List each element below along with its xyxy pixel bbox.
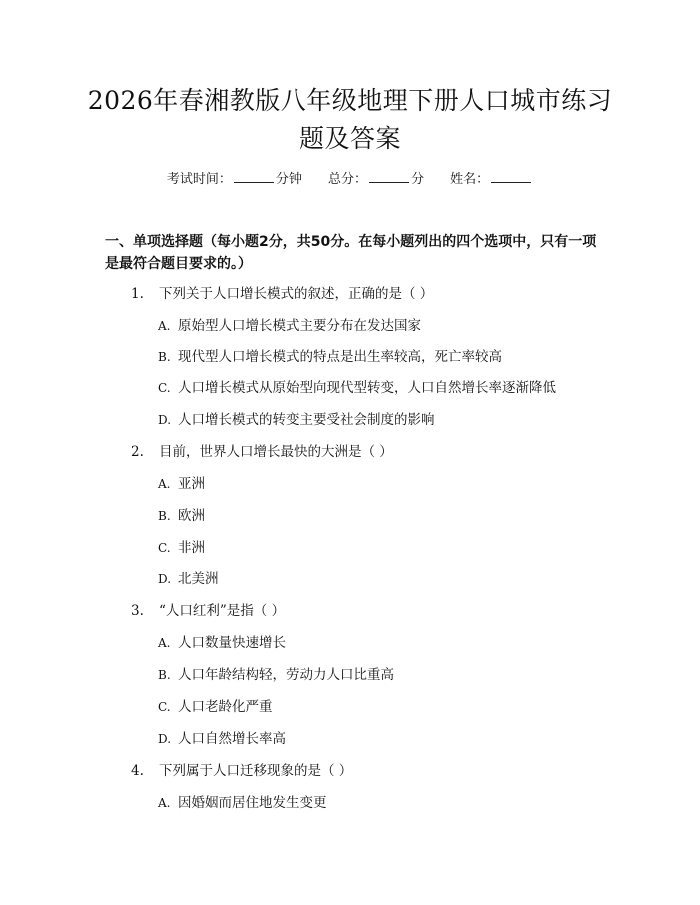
question-3-option-a [158,631,286,651]
option-letter: B. [158,350,171,364]
option-letter: D. [158,413,172,427]
option-letter: A. [158,636,171,650]
document-title: 2026年春湘教版八年级地理下册人口城市练习题及答案 [87,86,613,153]
question-number: 2. [131,444,144,460]
option-text: 人口自然增长率高 [178,731,286,747]
option-text: 非洲 [178,540,205,556]
total-score-label: 总分： [327,172,367,187]
question-2-option-b [158,504,205,524]
question-1-option-d [158,408,435,428]
option-letter: A. [158,796,171,810]
question-2-option-d [158,567,219,587]
option-text: 人口年龄结构轻，劳动力人口比重高 [178,667,394,683]
option-letter: A. [158,477,171,491]
question-text: 下列属于人口迁移现象的是（ ） [159,763,353,779]
question-text: 目前，世界人口增长最快的大洲是（ ） [159,444,393,460]
question-1 [131,282,433,302]
question-1-option-a [158,314,421,334]
question-3-option-d [158,727,286,747]
question-text: “人口红利”是指（ ） [159,603,286,619]
question-text: 下列关于人口增长模式的叙述，正确的是（ ） [159,286,434,302]
name-field [450,168,533,187]
question-3-option-c [158,695,273,715]
exam-info-line [0,168,700,187]
question-number: 4. [131,763,144,779]
option-letter: D. [158,572,172,586]
option-letter: C. [158,700,171,714]
option-letter: C. [158,381,171,395]
option-text: 欧洲 [178,508,205,524]
option-letter: D. [158,732,172,746]
option-text: 原始型人口增长模式主要分布在发达国家 [178,318,421,334]
question-3-option-b [158,663,394,683]
question-number: 1. [131,286,144,302]
option-text: 人口老龄化严重 [178,699,273,715]
question-4 [131,759,352,779]
option-text: 人口数量快速增长 [178,635,286,651]
option-letter: B. [158,509,171,523]
option-text: 亚洲 [178,476,205,492]
option-letter: A. [158,319,171,333]
question-4-option-a [158,791,327,811]
exam-time-label: 考试时间： [166,172,232,187]
option-text: 人口增长模式从原始型向现代型转变，人口自然增长率逐渐降低 [178,380,556,396]
total-score-field [328,168,424,187]
option-text: 人口增长模式的转变主要受社会制度的影响 [178,412,435,428]
name-blank [491,170,531,183]
option-text: 北美洲 [178,571,219,587]
question-1-option-c [158,376,556,396]
question-2-option-a [158,472,205,492]
total-score-blank [369,170,409,183]
option-letter: C. [158,541,171,555]
question-3 [131,599,285,619]
exam-time-unit: 分钟 [275,172,302,187]
section-heading: 一、单项选择题（每小题2分，共50分。在每小题列出的四个选项中，只有一项是最符合题目要求的。） [105,234,597,272]
question-2 [131,440,393,460]
exam-time-field [167,168,302,187]
option-letter: B. [158,668,171,682]
option-text: 因婚姻而居住地发生变更 [178,795,327,811]
question-2-option-c [158,536,205,556]
exam-time-blank [234,170,274,183]
option-text: 现代型人口增长模式的特点是出生率较高，死亡率较高 [178,349,502,365]
name-label: 姓名： [450,172,490,187]
question-1-option-b [158,345,502,365]
total-score-unit: 分 [411,172,425,187]
question-number: 3. [131,603,144,619]
